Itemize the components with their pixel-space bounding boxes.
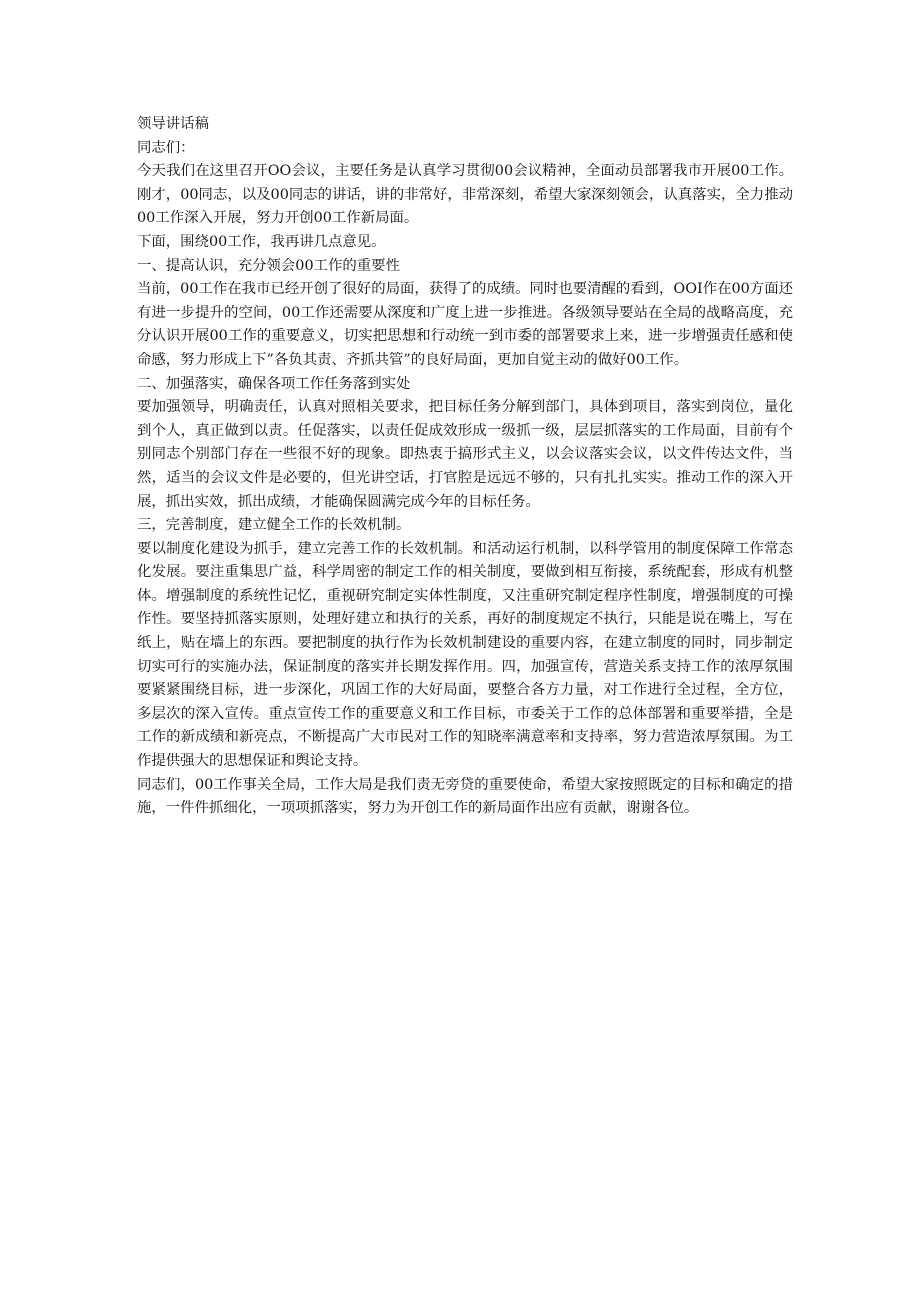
- closing-paragraph: 同志们，00工作事关全局，工作大局是我们责无旁贷的重要使命，希望大家按照既定的目标和确定的措施，一件件抓细化，一项项抓落实，努力为开创工作的新局面作出应有贡献，谢谢各位。: [137, 776, 793, 817]
- transition-paragraph: 下面，围绕00工作，我再讲几点意见。: [137, 233, 386, 250]
- section-2-body: 要加强领导，明确责任，认真对照相关要求，把目标任务分解到部门，具体到项目，落实到岗位，量化到个人，真正做到以责。任促落实，以责任促成效形成一级抓一级，层层抓落实的工作局面，目前有个别同志个别部门存在一些很不好的现象。即热衷于搞形式主义，以会议落实会议，以文件传达文件，当然，适当的会议文件是必要的，但光讲空话，打官腔是远远不够的，只有扎扎实实。推动工作的深入开展，抓出实效，抓出成绩，才能确保圆满完成今年的目标任务。: [137, 399, 793, 510]
- intro-paragraph: 今天我们在这里召开OO会议，主要任务是认真学习贯彻00会议精神，全面动员部署我市开展00工作。刚才，00同志，以及00同志的讲话，讲的非常好，非常深刻，希望大家深刻领会，认真落实，全力推动00工作深入开展，努力开创00工作新局面。: [137, 163, 793, 227]
- document-title: 领导讲话稿: [137, 116, 209, 132]
- section-1-body: 当前，00工作在我市已经开创了很好的局面，获得了的成绩。同时也要清醒的看到，OOI作在00方面还有进一步提升的空间，00工作还需要从深度和广度上进一步推进。各级领导要站在全局的战略高度，充分认识开展00工作的重要意义，切实把思想和行动统一到市委的部署要求上来，进一步增强责任感和使命感，努力形成上下”各负其责、齐抓共管”的良好局面，更加自觉主动的做好00工作。: [137, 281, 793, 368]
- section-3-body: 要以制度化建设为抓手，建立完善工作的长效机制。和活动运行机制，以科学管用的制度保障工作常态化发展。要注重集思广益，科学周密的制定工作的相关制度，要做到相互衔接，系统配套，形成有机整体。增强制度的系统性记忆，重视研究制定实体性制度，又注重研究制定程序性制度，增强制度的可操作性。要坚持抓落实原则，处理好建立和执行的关系，再好的制度规定不执行，只能是说在嘴上，写在纸上，贴在墙上的东西。要把制度的执行作为长效机制建设的重要内容，在建立制度的同时，同步制定切实可行的实施办法，保证制度的落实并长期发挥作用。四，加强宣传，营造关系支持工作的浓厚氛围要紧紧围绕目标，进一步深化，巩固工作的大好局面，要整合各方力量，对工作进行全过程，全方位，多层次的深入宣传。重点宣传工作的重要意义和工作目标，市委关于工作的总体部署和重要举措，全是工作的新成绩和新亮点，不断提高广大市民对工作的知晓率满意率和支持率，努力营造浓厚氛围。为工作提供强大的思想保证和舆论支持。: [137, 540, 793, 770]
- section-3-heading: 三，完善制度，建立健全工作的长效机制。: [137, 517, 411, 534]
- salutation: 同志们：: [137, 139, 195, 156]
- section-1-heading: 一、提高认识，充分领会00工作的重要性: [137, 257, 400, 274]
- section-2-heading: 二、加强落实，确保各项工作任务落到实处: [137, 375, 411, 392]
- document-page: [137, 113, 793, 821]
